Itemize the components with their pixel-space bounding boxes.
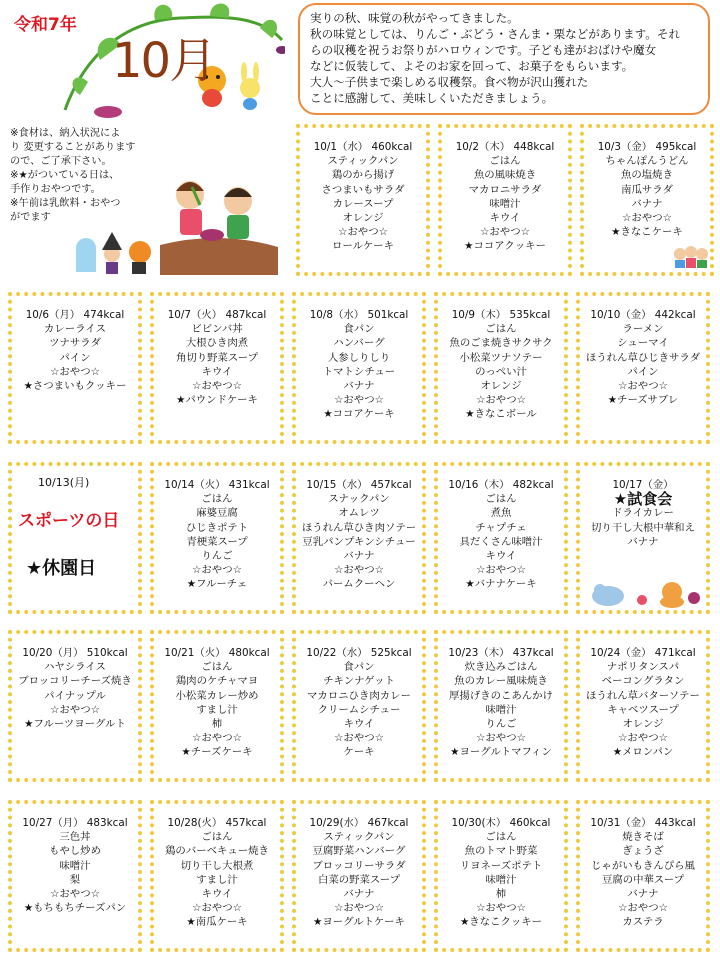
menu-item: 鶏のバーベキュー焼き	[165, 845, 269, 858]
menu-item: ★ココアクッキー	[464, 240, 546, 253]
menu-item: ごはん	[485, 493, 517, 506]
menu-item: 豆乳パンプキンシチュー	[302, 535, 416, 548]
menu-item: キウイ	[201, 888, 233, 901]
menu-item: キウイ	[485, 550, 517, 563]
menu-item: ごはん	[201, 661, 233, 674]
menu-item: パイン	[627, 365, 659, 378]
kids-digging-illustration	[160, 165, 278, 275]
menu-item: 魚のカレー風味焼き	[454, 675, 548, 688]
day-date: 10/31（金） 443kcal	[590, 817, 696, 829]
menu-item: パイン	[59, 351, 91, 364]
halloween-illustration	[72, 228, 158, 276]
note-line: ※食材は、納入状況によ	[10, 128, 121, 139]
menu-item: ツナサラダ	[49, 337, 101, 350]
menu-item: ☆おやつ☆	[476, 564, 526, 577]
menu-item: バナナ	[627, 888, 659, 901]
day-date: 10/20（月） 510kcal	[22, 647, 128, 659]
menu-item: オレンジ	[480, 380, 522, 393]
menu-day-oct-8	[292, 292, 426, 444]
menu-item: ★もちもちチーズパン	[23, 902, 127, 915]
menu-item: ひじきポテト	[185, 521, 249, 534]
menu-item: ★チーズケーキ	[181, 746, 253, 759]
menu-item: チキンナゲット	[323, 675, 395, 688]
menu-item: リヨネーズポテト	[459, 859, 543, 872]
menu-item: 小松菜ツナソテー	[459, 351, 543, 364]
holiday-oct-13	[8, 462, 142, 614]
menu-item: ☆おやつ☆	[622, 212, 672, 225]
menu-item: 魚の風味焼き	[473, 169, 537, 182]
menu-item: カレースープ	[332, 197, 394, 210]
menu-item: すまし汁	[196, 703, 238, 716]
menu-item: ☆おやつ☆	[338, 226, 388, 239]
menu-item: 麻婆豆腐	[196, 507, 238, 520]
menu-item: 鶏のから揚げ	[331, 169, 395, 182]
menu-item: ☆おやつ☆	[334, 564, 384, 577]
menu-item: ロールケーキ	[332, 240, 394, 253]
menu-item: すまし汁	[196, 873, 238, 886]
menu-item: スティックパン	[327, 155, 399, 168]
menu-item: ☆おやつ☆	[334, 902, 384, 915]
menu-item: ☆おやつ☆	[618, 380, 668, 393]
menu-item: 人参しりしり	[327, 351, 391, 364]
menu-item: バナナ	[631, 197, 663, 210]
day-date: 10/23（木） 437kcal	[448, 647, 554, 659]
menu-item: ☆おやつ☆	[192, 564, 242, 577]
menu-item: ほうれん草ひじきサラダ	[585, 351, 701, 364]
intro-box	[298, 3, 710, 115]
menu-item: ほうれん草バターソテー	[586, 689, 700, 702]
day-date: 10/27（月） 483kcal	[22, 817, 128, 829]
menu-item: ☆おやつ☆	[50, 365, 100, 378]
menu-item: トマトシチュー	[322, 365, 396, 378]
menu-day-oct-29	[292, 800, 426, 952]
menu-item: ごはん	[201, 493, 233, 506]
day-date: 10/17（金）	[612, 479, 674, 491]
menu-item: ★南瓜ケーキ	[186, 916, 248, 929]
intro-line: 大人～子供まで楽しめる収穫祭。食べ物が沢山獲れた	[310, 75, 589, 89]
menu-item: ★きなこクッキー	[459, 916, 543, 929]
menu-item: 鶏肉のケチャマヨ	[175, 675, 259, 688]
menu-item: チャプチェ	[475, 521, 527, 534]
menu-item: キウイ	[201, 365, 233, 378]
menu-item: ☆おやつ☆	[480, 226, 530, 239]
menu-item: ☆おやつ☆	[618, 902, 668, 915]
menu-item: バナナ	[343, 550, 375, 563]
intro-line: 実りの秋、味覚の秋がやってきました。	[310, 11, 519, 25]
day-date: 10/22（水） 525kcal	[306, 647, 412, 659]
menu-item: ハンバーグ	[333, 337, 385, 350]
menu-item: オレンジ	[622, 718, 664, 731]
menu-day-oct-31	[576, 800, 710, 952]
menu-item: 食パン	[343, 661, 375, 674]
menu-day-oct-10	[576, 292, 710, 444]
menu-item: 味噌汁	[489, 197, 521, 210]
menu-item: 炊き込みごはん	[464, 661, 538, 674]
menu-item: マカロニひき肉カレー	[307, 689, 411, 702]
menu-item: キウイ	[489, 212, 521, 225]
menu-item: クリームシチュー	[317, 703, 401, 716]
menu-item: ★さつまいもクッキー	[23, 380, 127, 393]
intro-line: などに仮装して、よそのお家を回って、お菓子をもらいます。	[310, 59, 634, 73]
menu-day-oct-22	[292, 630, 426, 782]
day-date: 10/24（金） 471kcal	[590, 647, 696, 659]
menu-item: ☆おやつ☆	[192, 380, 242, 393]
menu-item: 柿	[211, 718, 223, 731]
menu-item: ★フルーツヨーグルト	[24, 718, 126, 731]
menu-item: 魚のトマト野菜	[464, 845, 538, 858]
menu-item: ビビンバ丼	[191, 323, 243, 336]
menu-item: オムレツ	[338, 507, 380, 520]
menu-item: マカロニサラダ	[468, 183, 542, 196]
menu-item: 煮魚	[490, 507, 512, 520]
holiday-name: スポーツの日	[18, 511, 120, 531]
menu-day-oct-9	[434, 292, 568, 444]
menu-item: 豆腐の中華スープ	[601, 873, 685, 886]
menu-item: 大根ひき肉煮	[185, 337, 249, 350]
menu-item: ☆おやつ☆	[334, 394, 384, 407]
menu-day-oct-6	[8, 292, 142, 444]
menu-item: ぎょうざ	[622, 845, 664, 858]
menu-item: ★ヨーグルトマフィン	[450, 746, 552, 759]
menu-item: ごはん	[489, 155, 521, 168]
children-icon	[672, 244, 710, 270]
menu-item: キウイ	[343, 718, 375, 731]
menu-item: ほうれん草ひき肉ソテー	[301, 521, 417, 534]
menu-item: ドライカレー	[612, 507, 674, 520]
menu-day-oct-16	[434, 462, 568, 614]
holiday-date: 10/13(月)	[38, 476, 90, 489]
tasting-day-oct-17	[576, 462, 710, 614]
menu-item: 魚の塩焼き	[621, 169, 673, 182]
menu-item: ごはん	[485, 831, 517, 844]
menu-item: ☆おやつ☆	[192, 732, 242, 745]
menu-item: ★パウンドケーキ	[176, 394, 258, 407]
menu-item: ブロッコリーチーズ焼き	[18, 675, 132, 688]
menu-item: 味噌汁	[59, 859, 91, 872]
menu-item: 白菜の野菜スープ	[317, 873, 401, 886]
menu-item: ★きなこボール	[465, 408, 537, 421]
day-date: 10/1（水） 460kcal	[313, 141, 413, 153]
day-date: 10/2（木） 448kcal	[455, 141, 555, 153]
menu-item: バナナ	[343, 888, 375, 901]
menu-item: ☆おやつ☆	[334, 732, 384, 745]
menu-item: ★ココアケーキ	[323, 408, 395, 421]
menu-item: 青梗菜スープ	[186, 535, 248, 548]
menu-item: ごはん	[485, 323, 517, 336]
note-line: がでます	[10, 212, 51, 223]
day-date: 10/7（火） 487kcal	[167, 309, 267, 321]
tasting-title: ★試食会	[613, 490, 673, 509]
menu-day-oct-3	[580, 124, 714, 276]
menu-item: ★フルーチェ	[186, 578, 248, 591]
note-line: ※★がついている日は、	[10, 170, 120, 181]
menu-item: ☆おやつ☆	[192, 902, 242, 915]
menu-item: ベーコングラタン	[601, 675, 685, 688]
menu-item: 豆腐野菜ハンバーグ	[312, 845, 406, 858]
menu-item: 梨	[69, 873, 81, 886]
menu-day-oct-15	[292, 462, 426, 614]
note-line: 手作りおやつです。	[10, 184, 101, 195]
menu-item: ☆おやつ☆	[476, 732, 526, 745]
day-date: 10/14（火） 431kcal	[164, 479, 270, 491]
menu-item: さつまいもサラダ	[321, 183, 405, 196]
menu-item: 柿	[495, 888, 507, 901]
menu-item: ラーメン	[622, 323, 664, 336]
intro-line: ことに感謝して、美味しくいただきましょう。	[310, 91, 554, 105]
menu-item: ☆おやつ☆	[618, 732, 668, 745]
menu-day-oct-27	[8, 800, 142, 952]
menu-item: ☆おやつ☆	[476, 394, 526, 407]
menu-item: りんご	[485, 718, 517, 731]
menu-item: ブロッコリーサラダ	[312, 859, 406, 872]
day-date: 10/8（水） 501kcal	[309, 309, 409, 321]
menu-item: じゃがいもきんぴら風	[591, 859, 695, 872]
era-label: 令和7年	[14, 15, 77, 35]
menu-day-oct-21	[150, 630, 284, 782]
day-date: 10/9（木） 535kcal	[451, 309, 551, 321]
menu-item: 南瓜サラダ	[621, 183, 673, 196]
day-date: 10/15（水） 457kcal	[306, 479, 412, 491]
notes	[10, 127, 150, 225]
menu-item: バナナ	[627, 535, 659, 548]
menu-item: ★バナナケーキ	[465, 578, 537, 591]
menu-item: ケーキ	[343, 746, 375, 759]
menu-item: 角切り野菜スープ	[175, 351, 259, 364]
menu-item: ナポリタンスパ	[606, 661, 680, 674]
menu-item: スナックパン	[328, 493, 390, 506]
menu-day-oct-30	[434, 800, 568, 952]
note-line: ※午前は乳飲料・おやつ	[10, 198, 121, 209]
menu-day-oct-20	[8, 630, 142, 782]
menu-day-oct-24	[576, 630, 710, 782]
closed-notice: ★休園日	[26, 558, 97, 579]
menu-item: りんご	[201, 550, 233, 563]
day-date: 10/30(木） 460kcal	[451, 817, 551, 829]
menu-item: ★チーズサブレ	[607, 394, 679, 407]
menu-item: ちゃんぽんうどん	[605, 155, 689, 168]
day-date: 10/10（金） 442kcal	[590, 309, 696, 321]
intro-line: らの収穫を祝うお祭りがハロウィンです。子ども達がおばけや魔女	[310, 43, 657, 57]
menu-item: ★きなこケーキ	[611, 226, 683, 239]
day-date: 10/21（火） 480kcal	[164, 647, 270, 659]
menu-item: ハヤシライス	[44, 661, 106, 674]
menu-item: キャベツスープ	[607, 703, 679, 716]
menu-item: もやし炒め	[49, 845, 101, 858]
menu-item: シューマイ	[617, 337, 669, 350]
menu-item: 味噌汁	[485, 703, 517, 716]
menu-item: バームクーヘン	[322, 578, 396, 591]
day-date: 10/6（月） 474kcal	[25, 309, 125, 321]
menu-day-oct-2	[438, 124, 572, 276]
day-date: 10/28(火） 457kcal	[167, 817, 267, 829]
menu-item: ☆おやつ☆	[50, 888, 100, 901]
note-line: ので、ご了承下さい。	[10, 156, 112, 167]
day-date: 10/16（木） 482kcal	[448, 479, 554, 491]
menu-item: ☆おやつ☆	[50, 703, 100, 716]
menu-item: スティックパン	[323, 831, 395, 844]
menu-item: 切り干し大根煮	[180, 859, 254, 872]
day-date: 10/29(水） 467kcal	[309, 817, 409, 829]
menu-item: 切り干し大根中華和え	[591, 521, 695, 534]
menu-item: 小松菜カレー炒め	[175, 689, 259, 702]
menu-item: カステラ	[622, 916, 664, 929]
menu-item: ごはん	[201, 831, 233, 844]
menu-item: ☆おやつ☆	[476, 902, 526, 915]
menu-day-oct-1	[296, 124, 430, 276]
menu-item: ★メロンパン	[612, 746, 674, 759]
menu-item: カレーライス	[44, 323, 106, 336]
menu-item: ★ヨーグルトケーキ	[313, 916, 405, 929]
menu-item: 具だくさん味噌汁	[459, 535, 543, 548]
menu-day-oct-7	[150, 292, 284, 444]
menu-day-oct-14	[150, 462, 284, 614]
animals-icon	[586, 574, 704, 608]
menu-item: 厚揚げきのこあんかけ	[449, 689, 553, 702]
menu-item: 三色丼	[59, 831, 91, 844]
menu-item: 焼きそば	[622, 831, 664, 844]
menu-item: パイナップル	[44, 689, 106, 702]
note-line: り 変更することがあります	[10, 142, 136, 153]
menu-item: 食パン	[343, 323, 375, 336]
menu-item: 魚のごま焼きサクサク	[449, 337, 553, 350]
menu-item: オレンジ	[342, 212, 384, 225]
menu-day-oct-28	[150, 800, 284, 952]
menu-item: バナナ	[343, 380, 375, 393]
month-title: 10月	[112, 33, 216, 89]
intro-line: 秋の味覚としては、りんご・ぶどう・さんま・栗などがあります。それ	[310, 27, 681, 41]
day-date: 10/3（金） 495kcal	[597, 141, 697, 153]
menu-day-oct-23	[434, 630, 568, 782]
menu-item: 味噌汁	[485, 873, 517, 886]
menu-item: のっぺい汁	[475, 365, 527, 378]
